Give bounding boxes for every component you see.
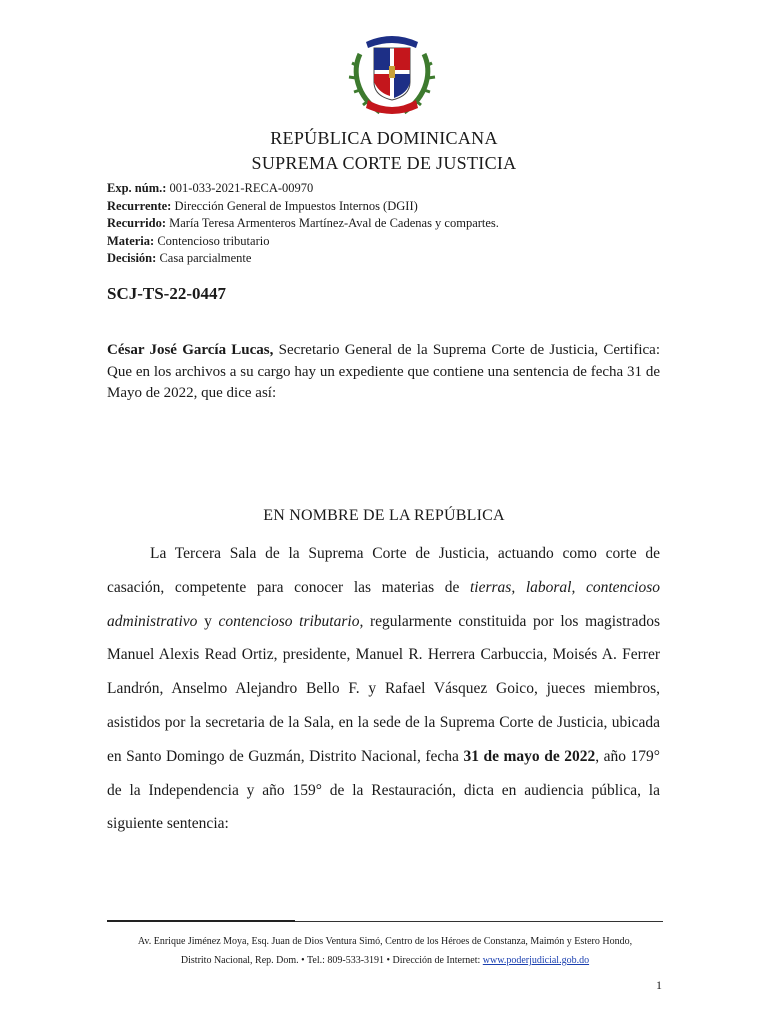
meta-exp-label: Exp. núm.: [107, 181, 167, 195]
ruling-text-1: La Tercera Sala de la Suprema Corte de Justicia, actuando como corte de casación, competente para conocer las materias de [107, 545, 660, 596]
certifier-name: César José García Lucas, [107, 342, 274, 358]
meta-recurrido-row [107, 215, 499, 233]
meta-decision-label: Decisión: [107, 251, 157, 265]
country-title: REPÚBLICA DOMINICANA [270, 128, 498, 148]
meta-recurrido-value: María Teresa Armenteros Martínez-Aval de Cadenas y compartes. [169, 216, 499, 230]
meta-materia-row [107, 233, 499, 251]
meta-recurrido-label: Recurrido: [107, 216, 167, 230]
ruling-text-3: regularmente constituida por los magistrados Manuel Alexis Read Ortiz, presidente, Manuel R. Herrera Carbuccia, Moisés A. Ferrer Landrón, Anselmo Alejandro Bello F. y Rafael Vásquez Goico, jueces miembros, asistidos por la secretaria de la Sala, en la sede de la Suprema Corte de Justicia, ubicada en Santo Domingo de Guzmán, Distrito Nacional, fecha [107, 612, 661, 765]
case-reference: SCJ-TS-22-0447 [107, 284, 227, 303]
footer-line-2 [107, 951, 663, 970]
website-link[interactable]: www.poderjudicial.gob.do [482, 955, 590, 966]
case-metadata [107, 180, 499, 268]
certification-paragraph [107, 340, 660, 405]
footer-address [107, 932, 663, 970]
footer-contact: Distrito Nacional, Rep. Dom. • Tel.: 809-533-3191 • Dirección de Internet: [180, 955, 483, 966]
meta-recurrente-value: Dirección General de Impuestos Internos (DGII) [174, 198, 418, 213]
ruling-text-4: , año 179° de la Independencia y año 159° de la Restauración, dicta en audiencia pública, la siguiente sentencia: [107, 747, 661, 833]
section-heading: EN NOMBRE DE LA REPÚBLICA [263, 507, 505, 524]
coat-of-arms-icon [346, 26, 438, 118]
meta-decision-row [107, 250, 499, 268]
meta-materia-label: Materia: [107, 233, 155, 248]
meta-recurrente-row [107, 198, 499, 216]
footer-divider-accent [107, 920, 295, 922]
court-title: SUPREMA CORTE DE JUSTICIA [251, 153, 517, 173]
ruling-italic-2: contencioso tributario, [218, 612, 364, 630]
meta-exp-row [107, 180, 499, 198]
meta-exp-value: 001-033-2021-RECA-00970 [169, 181, 314, 195]
ruling-italic-1: tierras, laboral, contencioso administrativo [107, 578, 660, 630]
certification-text: Secretario General de la Suprema Corte de Justicia, Certifica: Que en los archivos a su cargo hay un expediente que contiene una sentencia de fecha 31 de Mayo de 2022, que dice así: [107, 342, 661, 401]
ruling-text-2: y [197, 612, 219, 630]
ruling-paragraph [107, 537, 660, 841]
page-number: 1 [656, 978, 662, 992]
ruling-date: 31 de mayo de 2022 [463, 747, 596, 765]
meta-decision-value: Casa parcialmente [159, 251, 252, 265]
footer-line-1: Av. Enrique Jiménez Moya, Esq. Juan de Dios Ventura Simó, Centro de los Héroes de Constanza, Maimón y Estero Hondo, [137, 936, 633, 947]
meta-materia-value: Contencioso tributario [157, 233, 270, 248]
meta-recurrente-label: Recurrente: [107, 198, 172, 213]
